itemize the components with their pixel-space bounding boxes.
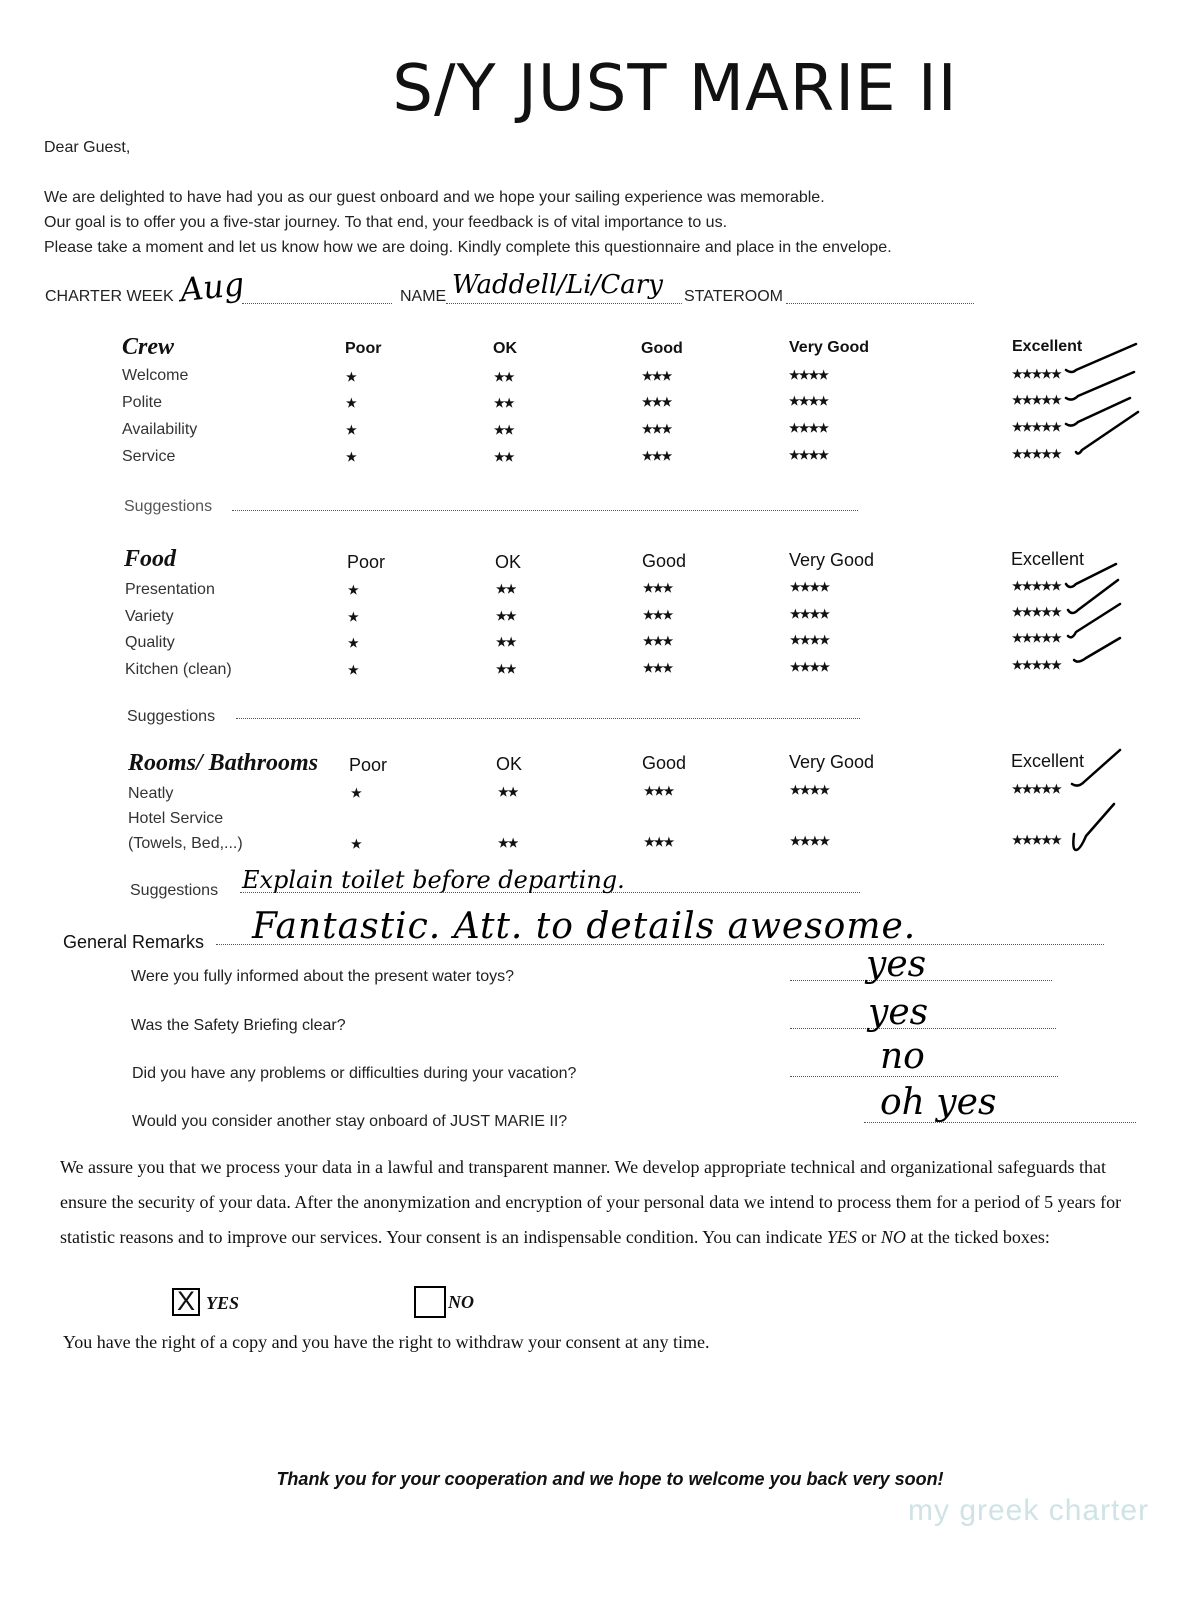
stateroom-label: STATEROOM — [684, 288, 783, 305]
question-water-toys: Were you fully informed about the present water toys? — [131, 968, 515, 985]
rating-star-option[interactable]: ★★★★★ — [1012, 447, 1061, 461]
consent-text: We assure you that we process your data in a lawful and transparent manner. We develop appropriate technical and organizational safeguards that ensure the security of your data. After the anonymization and encryption of your personal data we intend to process them for a period of 5 years for statistic reasons and to improve our services. Your consent is an indispensable condition. You can indicate — [60, 1157, 1122, 1247]
rating-star-option[interactable]: ★★★★★ — [1012, 420, 1061, 434]
rating-star-option[interactable]: ★★★ — [643, 634, 673, 648]
rating-star-option[interactable]: ★★ — [496, 662, 516, 676]
checkmark-icon — [1064, 560, 1134, 670]
rating-star-option[interactable]: ★★ — [494, 370, 514, 384]
rating-star-option[interactable]: ★★★ — [644, 835, 674, 849]
rating-star-option[interactable]: ★★★★ — [790, 660, 830, 674]
crew-title: Crew — [122, 334, 175, 360]
watermark-logo: my greek charter — [908, 1494, 1150, 1527]
intro-line-1: We are delighted to have had you as our guest onboard and we hope your sailing experience was memorable. — [44, 189, 825, 206]
name-label: NAME — [400, 288, 447, 305]
page-title: S/Y JUST MARIE II — [392, 52, 958, 126]
checkmark-icon — [1068, 746, 1128, 856]
rating-star-option[interactable]: ★ — [348, 610, 358, 624]
rating-star-option[interactable]: ★★★★ — [789, 368, 829, 382]
food-suggestions-label: Suggestions — [127, 708, 216, 725]
charter-week-line — [242, 303, 392, 304]
rooms-suggestions-label: Suggestions — [130, 882, 219, 899]
rating-star-option[interactable]: ★★★★★ — [1012, 782, 1061, 796]
crew-suggestions-label: Suggestions — [124, 498, 213, 515]
rating-star-option[interactable]: ★★★★ — [790, 633, 830, 647]
consent-no-label: NO — [448, 1292, 474, 1312]
consent-yes-label: YES — [206, 1293, 240, 1313]
rating-star-option[interactable]: ★★★★★ — [1012, 605, 1061, 619]
rating-star-option[interactable]: ★★★★ — [790, 834, 830, 848]
rating-star-option[interactable]: ★★★★★ — [1012, 631, 1061, 645]
rating-star-option[interactable]: ★★ — [494, 423, 514, 437]
food-row-variety: Variety — [125, 608, 174, 625]
rating-star-option[interactable]: ★★★ — [642, 395, 672, 409]
food-col-poor: Poor — [347, 552, 386, 572]
stateroom-line[interactable] — [786, 303, 974, 304]
general-remarks-label: General Remarks — [63, 932, 205, 952]
food-col-good: Good — [642, 551, 687, 571]
crew-col-poor: Poor — [345, 340, 382, 357]
answer-problems[interactable]: no — [880, 1036, 925, 1077]
rating-star-option[interactable]: ★★★ — [642, 449, 672, 463]
rooms-suggestions-value[interactable]: Explain toilet before departing. — [242, 866, 625, 894]
crew-suggestions-line[interactable] — [232, 510, 858, 511]
name-line — [446, 303, 682, 304]
rooms-row-towels: (Towels, Bed,...) — [128, 835, 243, 852]
crew-row-polite: Polite — [122, 394, 163, 411]
intro-line-2: Our goal is to offer you a five-star journey. To that end, your feedback is of vital importance to us. — [44, 214, 728, 231]
rating-star-option[interactable]: ★★★ — [643, 661, 673, 675]
rating-star-option[interactable]: ★★ — [494, 450, 514, 464]
rooms-col-excellent: Excellent — [1011, 751, 1085, 771]
data-consent-paragraph — [60, 1150, 1156, 1255]
intro-line-3: Please take a moment and let us know how we are doing. Kindly complete this questionnaire and place in the envelope. — [44, 239, 892, 256]
consent-yes-checkbox[interactable] — [172, 1288, 200, 1316]
rooms-col-good: Good — [642, 753, 687, 773]
food-row-quality: Quality — [125, 634, 175, 651]
rooms-col-poor: Poor — [349, 755, 388, 775]
rooms-title: Rooms/ Bathrooms — [128, 750, 319, 776]
rating-star-option[interactable]: ★★★ — [642, 422, 672, 436]
consent-no-word: NO — [880, 1227, 906, 1247]
crew-row-service: Service — [122, 448, 176, 465]
rating-star-option[interactable]: ★★★★ — [790, 783, 830, 797]
rating-star-option[interactable]: ★★ — [498, 785, 518, 799]
name-value[interactable]: Waddell/Li/Cary — [452, 270, 663, 300]
crew-col-ok: OK — [493, 340, 517, 357]
rating-star-option[interactable]: ★★★ — [644, 784, 674, 798]
rating-star-option[interactable]: ★★★★ — [790, 607, 830, 621]
food-title: Food — [124, 546, 177, 572]
rating-star-option[interactable]: ★★★★★ — [1012, 393, 1061, 407]
rating-star-option[interactable]: ★★ — [496, 582, 516, 596]
rating-star-option[interactable]: ★ — [346, 396, 356, 410]
rating-star-option[interactable]: ★★ — [494, 396, 514, 410]
rating-star-option[interactable]: ★★★★ — [789, 394, 829, 408]
crew-col-good: Good — [641, 340, 683, 357]
crew-col-very-good: Very Good — [789, 339, 870, 356]
rating-star-option[interactable]: ★★ — [498, 836, 518, 850]
rooms-col-ok: OK — [496, 754, 523, 774]
question-safety-briefing: Was the Safety Briefing clear? — [131, 1017, 346, 1034]
food-col-very-good: Very Good — [789, 550, 875, 570]
withdraw-consent-text: You have the right of a copy and you have the right to withdraw your consent at any time. — [63, 1332, 710, 1352]
footer-thank-you: Thank you for your cooperation and we hope to welcome you back very soon! — [276, 1469, 944, 1489]
food-row-presentation: Presentation — [125, 581, 215, 598]
rating-star-option[interactable]: ★★★★ — [789, 421, 829, 435]
rating-star-option[interactable]: ★★★ — [642, 369, 672, 383]
charter-week-value[interactable]: Aug — [178, 264, 247, 310]
rating-star-option[interactable]: ★ — [348, 583, 358, 597]
consent-text-end: at the ticked boxes: — [905, 1227, 1050, 1247]
checkmark-icon — [1064, 340, 1144, 470]
answer-water-toys[interactable]: yes — [866, 944, 927, 985]
crew-col-excellent: Excellent — [1012, 338, 1083, 355]
consent-no-checkbox[interactable] — [414, 1286, 446, 1318]
rooms-row-hotel-service: Hotel Service — [128, 810, 224, 827]
rating-star-option[interactable]: ★ — [348, 636, 358, 650]
food-col-ok: OK — [495, 552, 522, 572]
consent-yes-mark: X — [176, 1286, 195, 1316]
food-col-excellent: Excellent — [1011, 549, 1085, 569]
rating-star-option[interactable]: ★ — [346, 423, 356, 437]
food-suggestions-line[interactable] — [236, 718, 860, 719]
rooms-col-very-good: Very Good — [789, 752, 875, 772]
food-row-kitchen: Kitchen (clean) — [125, 661, 232, 678]
rating-star-option[interactable]: ★★ — [496, 609, 516, 623]
rooms-row-neatly: Neatly — [128, 785, 174, 802]
rating-star-option[interactable]: ★ — [348, 663, 358, 677]
crew-row-availability: Availability — [122, 421, 198, 438]
answer-safety-briefing[interactable]: yes — [868, 992, 929, 1033]
rating-star-option[interactable]: ★★★ — [643, 581, 673, 595]
rating-star-option[interactable]: ★★★★ — [789, 448, 829, 462]
answer-another-stay[interactable]: oh yes — [880, 1082, 997, 1123]
rating-star-option[interactable]: ★ — [346, 450, 356, 464]
rating-star-option[interactable]: ★★★★★ — [1012, 579, 1061, 593]
rating-star-option[interactable]: ★★★★ — [790, 580, 830, 594]
consent-or-word: or — [856, 1227, 881, 1247]
consent-yes-word: YES — [826, 1227, 857, 1247]
question-another-stay: Would you consider another stay onboard of JUST MARIE II? — [132, 1113, 568, 1130]
rating-star-option[interactable]: ★★★★★ — [1012, 658, 1061, 672]
rating-star-option[interactable]: ★ — [351, 786, 361, 800]
charter-week-label: CHARTER WEEK — [45, 288, 174, 305]
question-problems: Did you have any problems or difficulties during your vacation? — [132, 1065, 577, 1082]
rating-star-option[interactable]: ★★★★★ — [1012, 833, 1061, 847]
rating-star-option[interactable]: ★★★★★ — [1012, 367, 1061, 381]
rating-star-option[interactable]: ★ — [351, 837, 361, 851]
crew-row-welcome: Welcome — [122, 367, 189, 384]
rating-star-option[interactable]: ★★★ — [643, 608, 673, 622]
greeting: Dear Guest, — [44, 139, 131, 156]
rating-star-option[interactable]: ★ — [346, 370, 356, 384]
general-remarks-value[interactable]: Fantastic. Att. to details awesome. — [252, 906, 917, 947]
rating-star-option[interactable]: ★★ — [496, 635, 516, 649]
